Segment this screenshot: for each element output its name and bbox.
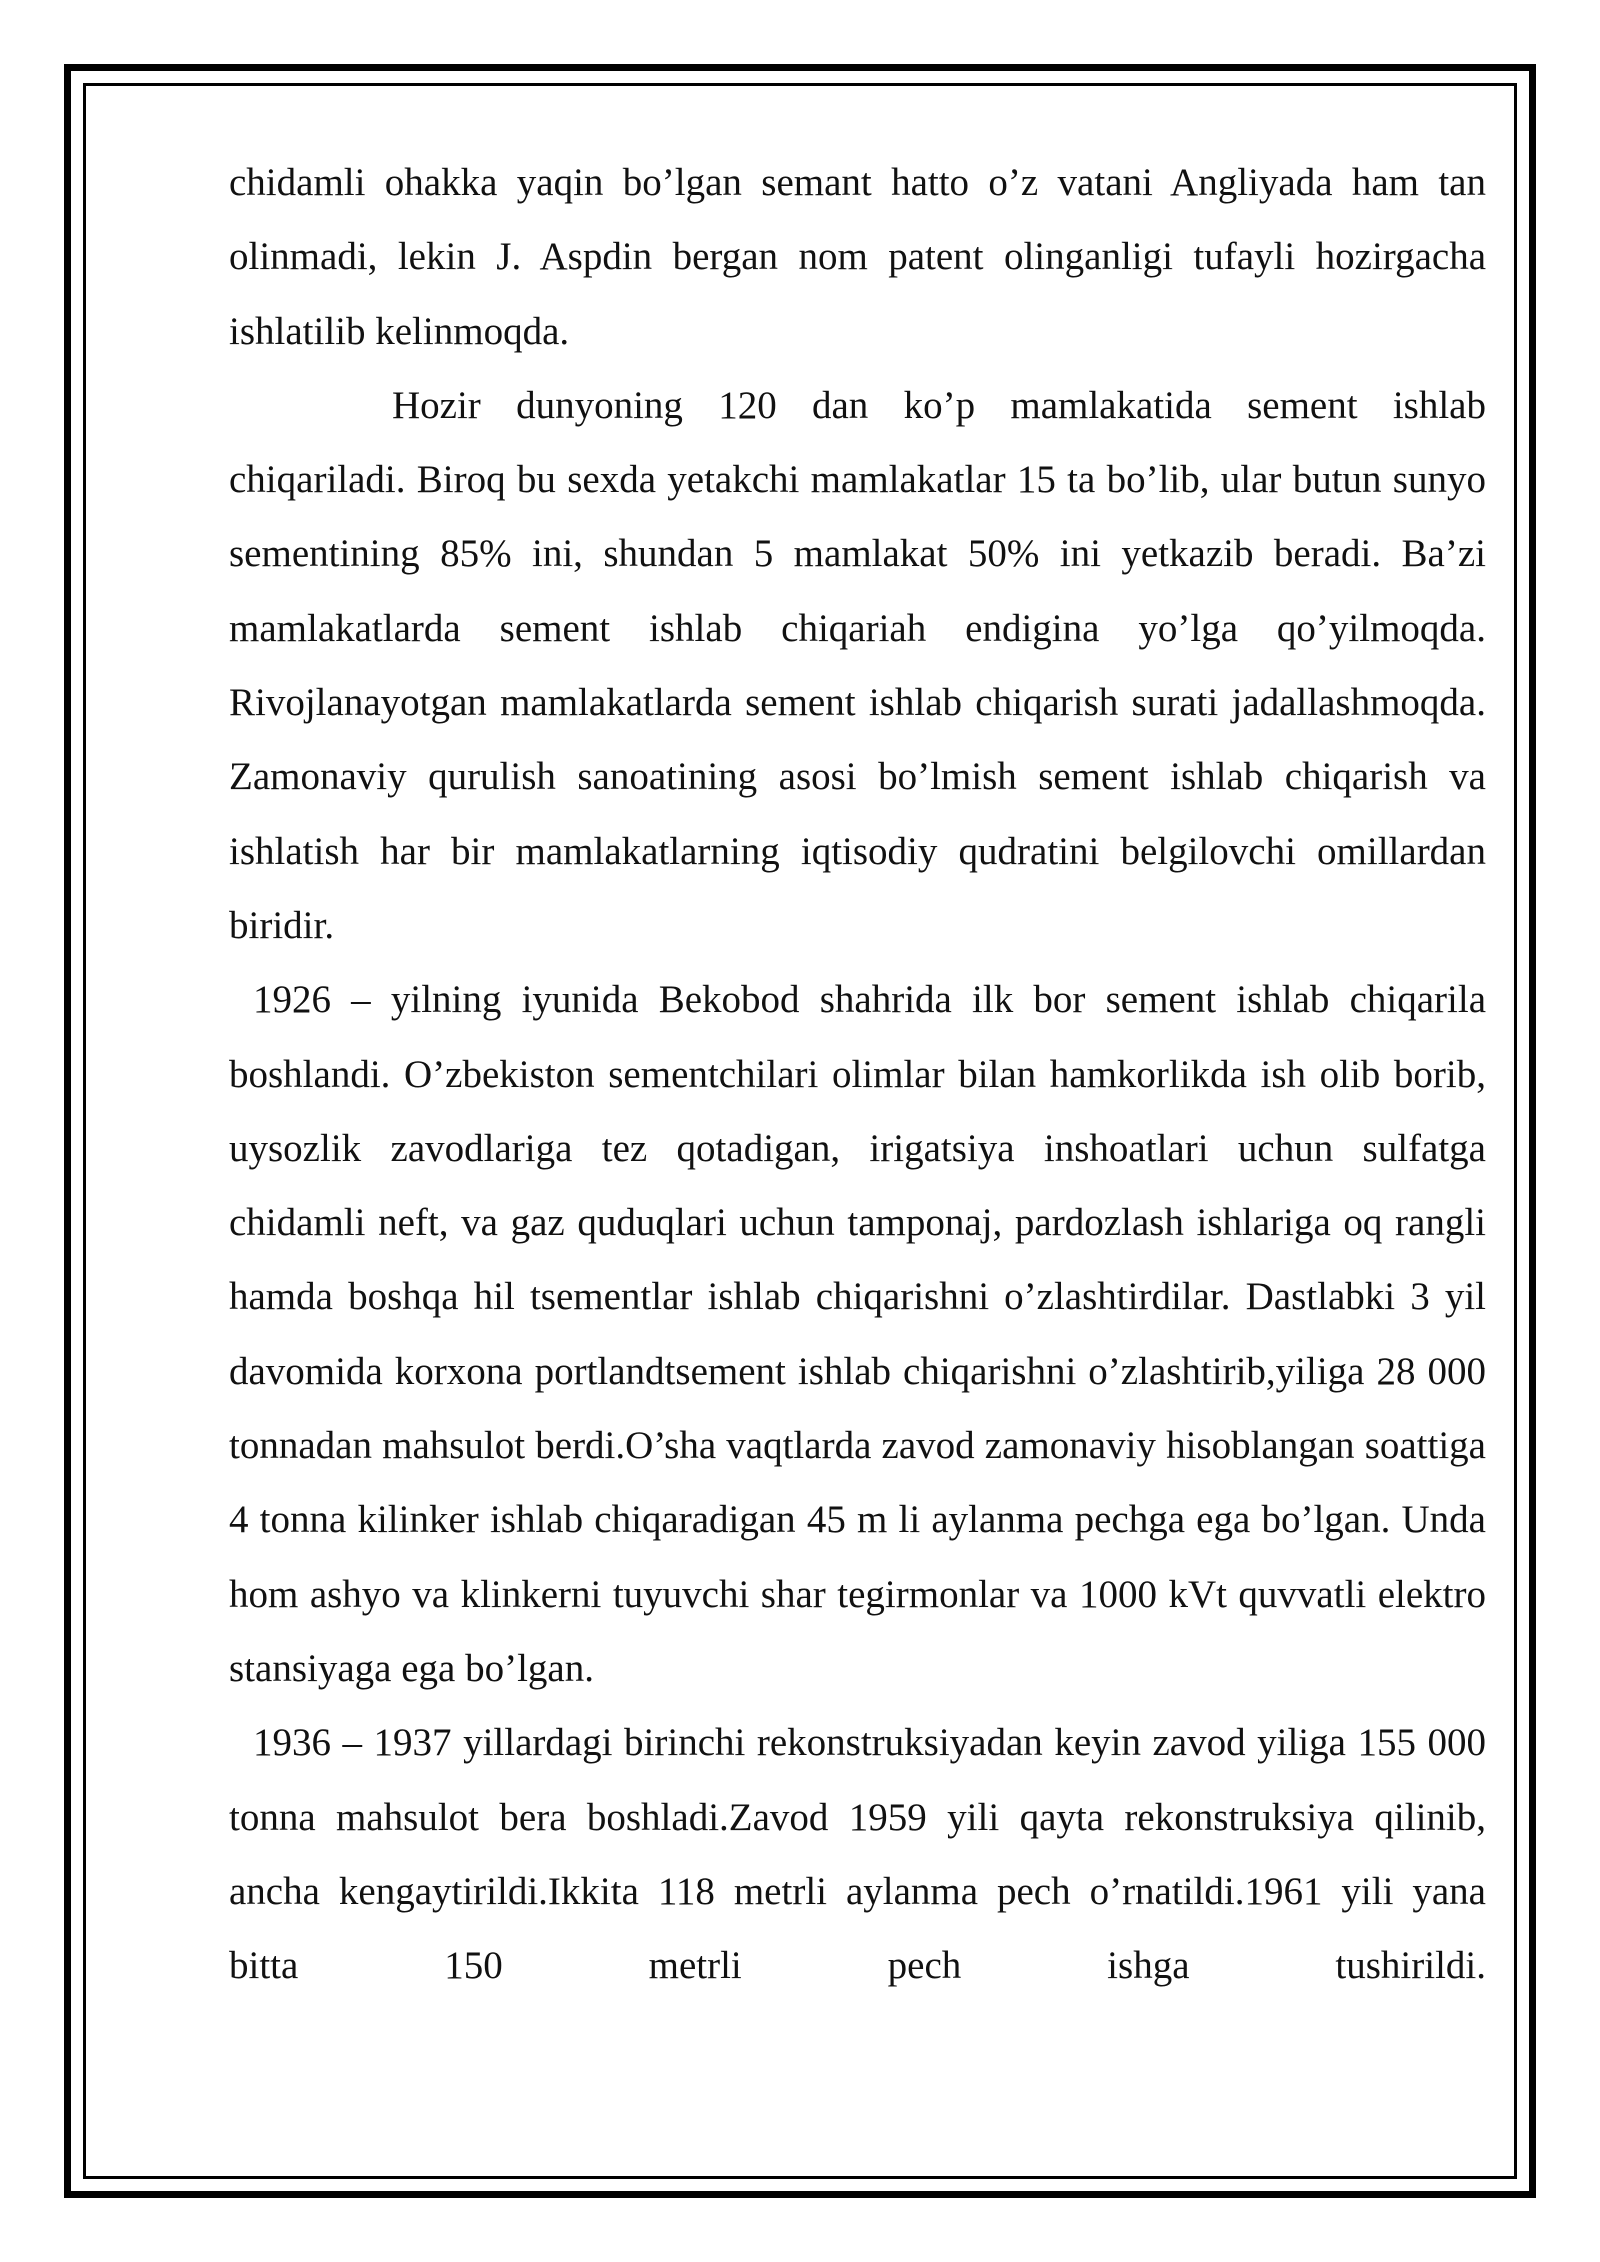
- paragraph-3: 1926 – yilning iyunida Bekobod shahrida ilk bor sement ishlab chiqarila boshlandi. O’zbekiston sementchilari olimlar bilan hamkorlikda ish olib borib, uysozlik zavodlariga tez qotadigan, irigatsiya inshoatlari uchun sulfatga chidamli neft, va gaz quduqlari uchun tamponaj, pardozlash ishlariga oq rangli hamda boshqa hil tsementlar ishlab chiqarishni o’zlashtirdilar. Dastlabki 3 yil davomida korxona portlandtsement ishlab chiqarishni o’zlashtirib,yiliga 28 000 tonnadan mahsulot berdi.O’sha vaqtlarda zavod zamonaviy hisoblangan soattiga 4 tonna kilinker ishlab chiqaradigan 45 m li aylanma pechga ega bo’lgan. Unda hom ashyo va klinkerni tuyuvchi shar tegirmonlar va 1000 kVt quvvatli elektro stansiyaga ega bo’lgan.: [229, 978, 1486, 1690]
- document-body: [229, 146, 1486, 2003]
- paragraph-4: 1936 – 1937 yillardagi birinchi rekonstruksiyadan keyin zavod yiliga 155 000 tonna mahsulot bera boshladi.Zavod 1959 yili qayta rekonstruksiya qilinib, ancha kengaytirildi.Ikkita 118 metrli aylanma pech o’rnatildi.1961 yili yana bitta 150 metrli pech ishga tushirildi.: [229, 1721, 1486, 1988]
- paragraph-1: chidamli ohakka yaqin bo’lgan semant hatto o’z vatani Angliyada ham tan olinmadi, lekin J. Aspdin bergan nom patent olinganligi tufayli hozirgacha ishlatilib kelinmoqda.: [229, 161, 1486, 353]
- paragraph-2: Hozir dunyoning 120 dan ko’p mamlakatida sement ishlab chiqariladi. Biroq bu sexda yetakchi mamlakatlar 15 ta bo’lib, ular butun sunyo sementining 85% ini, shundan 5 mamlakat 50% ini yetkazib beradi. Ba’zi mamlakatlarda sement ishlab chiqariah endigina yo’lga qo’yilmoqda. Rivojlanayotgan mamlakatlarda sement ishlab chiqarish surati jadallashmoqda. Zamonaviy qurulish sanoatining asosi bo’lmish sement ishlab chiqarish va ishlatish har bir mamlakatlarning iqtisodiy qudratini belgilovchi omillardan biridir.: [229, 383, 1486, 947]
